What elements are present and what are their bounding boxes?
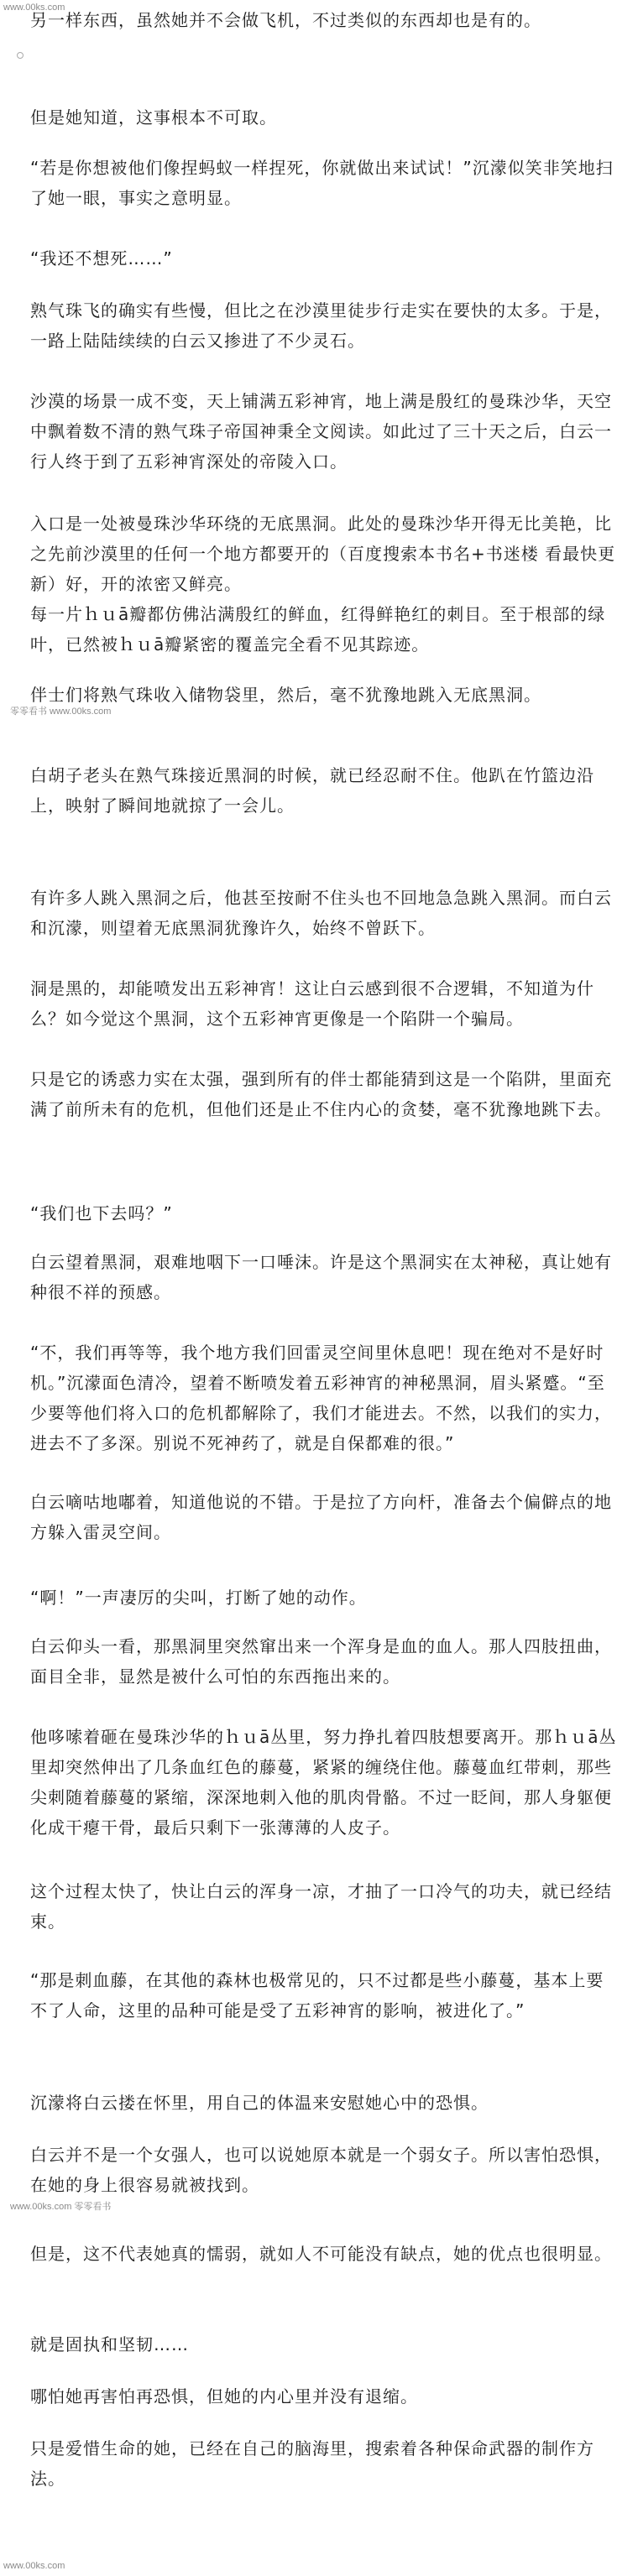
paragraph: 但是她知道，这事根本不可取。: [30, 107, 277, 128]
paragraph: 只是爱惜生命的她，已经在自己的脑海里，搜索着各种保命武器的制作方法。: [30, 2438, 594, 2489]
paragraph: “那是刺血藤，在其他的森林也极常见的，只不过都是些小藤蔓，基本上要不了人命，这里的品种可能是受了五彩神宵的影响，被进化了。”: [30, 1970, 604, 2021]
paragraph: 沙漠的场景一成不变，天上铺满五彩神宵，地上满是殷红的曼珠沙华，天空中飘着数不清的熟气珠子帝国神秉全文阅读。如此过了三十天之后，白云一行人终于到了五彩神宵深处的帝陵入口。: [30, 391, 612, 472]
paragraph: 白云仰头一看，那黑洞里突然窜出来一个浑身是血的血人。那人四肢扭曲，面目全非，显然是被什么可怕的东西拖出来的。: [30, 1636, 612, 1687]
paragraph: 有许多人跳入黑洞之后，他甚至按耐不住头也不回地急急跳入黑洞。而白云和沉濛，则望着无底黑洞犹豫许久，始终不曾跃下。: [30, 888, 612, 938]
paragraph: 白云嘀咕地嘟着，知道他说的不错。于是拉了方向杆，准备去个偏僻点的地方躲入雷灵空间。: [30, 1492, 612, 1542]
watermark-footer: www.00ks.com: [3, 2561, 65, 2571]
paragraph: 这个过程太快了，快让白云的浑身一凉，才抽了一口冷气的功夫，就已经结束。: [30, 1881, 612, 1932]
paragraph: 沉濛将白云搂在怀里，用自己的体温来安慰她心中的恐惧。: [30, 2093, 489, 2113]
paragraph: 他哆嗦着砸在曼珠沙华的ｈｕā丛里，努力挣扎着四肢想要离开。那ｈｕā丛里却突然伸出了几条血红色的藤蔓，紧紧的缠绕住他。藤蔓血红带刺，那些尖刺随着藤蔓的紧缩，深深地刺入他的肌肉骨骼。不过一眨间，那人身躯便化成干瘪干骨，最后只剩下一张薄薄的人皮子。: [30, 1727, 617, 1838]
paragraph: 每一片ｈｕā瓣都仿佛沾满殷红的鲜血，红得鲜艳红的刺目。至于根部的绿叶，已然被ｈｕā瓣紧密的覆盖完全看不见其踪迹。: [30, 604, 606, 654]
paragraph: 只是它的诱惑力实在太强，强到所有的伴士都能猜到这是一个陷阱，里面充满了前所未有的危机，但他们还是止不住内心的贪婪，毫不犹豫地跳下去。: [30, 1069, 612, 1119]
paragraph: 另一样东西，虽然她并不会做飞机，不过类似的东西却也是有的。: [30, 10, 541, 30]
watermark-bottom: www.00ks.com 零零看书: [10, 2202, 112, 2212]
watermark-mid: 零零看书 www.00ks.com: [10, 707, 112, 717]
paragraph: “我们也下去吗？”: [30, 1203, 173, 1223]
paragraph: 白胡子老头在熟气珠接近黑洞的时候，就已经忍耐不住。他趴在竹篮边沿上，映射了瞬间地就掠了一会儿。: [30, 765, 594, 816]
paragraph: “不，我们再等等，我个地方我们回雷灵空间里休息吧！现在绝对不是好时机。”沉濛面色清冷，望着不断喷发着五彩神宵的神秘黑洞，眉头紧蹙。“至少要等他们将入口的危机都解除了，我们才能进去。不然，以我们的实力，进去不了多深。别说不死神药了，就是自保都难的很。”: [30, 1343, 612, 1453]
paragraph: “我还不想死……”: [30, 248, 173, 269]
paragraph: 白云并不是一个女强人，也可以说她原本就是一个弱女子。所以害怕恐惧，在她的身上很容易就被找到。: [30, 2145, 612, 2195]
paragraph: 洞是黑的，却能喷发出五彩神宵！这让白云感到很不合逻辑，不知道为什么？如今觉这个黑洞，这个五彩神宵更像是一个陷阱一个骗局。: [30, 978, 594, 1029]
paragraph: 入口是一处被曼珠沙华环绕的无底黑洞。此处的曼珠沙华开得无比美艳，比之先前沙漠里的任何一个地方都要开的（百度搜索本书名+书迷楼 看最快更新）好，开的浓密又鲜亮。: [30, 514, 616, 594]
paragraph: “啊！”一声凄厉的尖叫，打断了她的动作。: [30, 1588, 367, 1608]
paragraph: 但是，这不代表她真的懦弱，就如人不可能没有缺点，她的优点也很明显。: [30, 2244, 612, 2264]
decorative-dot: [17, 52, 24, 59]
paragraph: 就是固执和坚韧……: [30, 2334, 189, 2354]
paragraph: “若是你想被他们像捏蚂蚁一样捏死，你就做出来试试！”沉濛似笑非笑地扫了她一眼，事实之意明显。: [30, 158, 614, 208]
paragraph: 哪怕她再害怕再恐惧，但她的内心里并没有退缩。: [30, 2386, 418, 2407]
paragraph: 伴士们将熟气珠收入储物袋里，然后，毫不犹豫地跳入无底黑洞。: [30, 685, 541, 705]
paragraph: 熟气珠飞的确实有些慢，但比之在沙漠里徒步行走实在要快的太多。于是，一路上陆陆续续的白云又掺进了不少灵石。: [30, 300, 612, 351]
watermark-top: www.00ks.com: [3, 3, 65, 13]
paragraph: 白云望着黑洞，艰难地咽下一口唾沫。许是这个黑洞实在太神秘，真让她有种很不祥的预感。: [30, 1252, 612, 1302]
